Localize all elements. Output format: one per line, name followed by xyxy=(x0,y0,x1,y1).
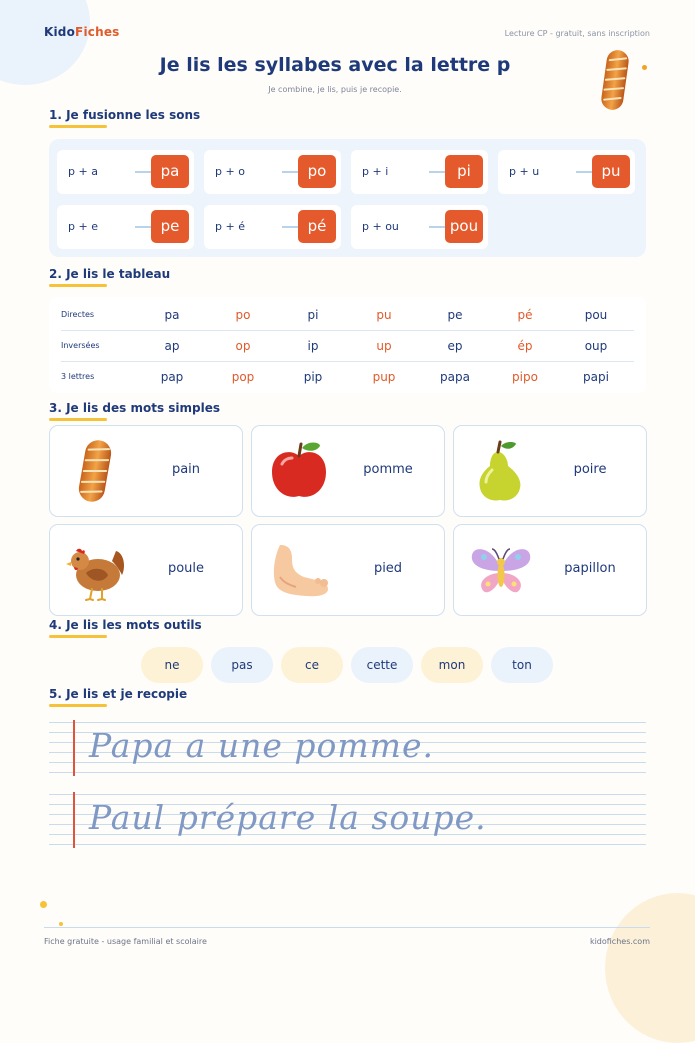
table-cell: pap xyxy=(160,370,184,384)
foot-icon xyxy=(266,537,332,603)
decor-blob-bottom-right xyxy=(605,893,695,1043)
word-card xyxy=(49,524,243,616)
table-cell: pip xyxy=(303,370,323,384)
word-label: poule xyxy=(167,561,205,576)
table-cell: papa xyxy=(440,370,470,384)
word-label: poire xyxy=(573,462,607,477)
fusion-item xyxy=(204,205,341,249)
section-1-title: 1. Je fusionne les sons xyxy=(49,108,201,122)
word-card xyxy=(49,425,243,517)
word-card xyxy=(453,425,647,517)
footer-site-link[interactable]: kidofiches.com xyxy=(589,937,650,946)
copy-model-text: Paul prépare la soupe. xyxy=(89,798,487,837)
logo-text-part1: Kido xyxy=(44,25,76,39)
section-3-title: 3. Je lis des mots simples xyxy=(49,401,221,415)
section-2-title: 2. Je lis le tableau xyxy=(49,267,171,281)
table-cell: up xyxy=(376,339,392,353)
tool-word-pill: mon xyxy=(421,647,483,683)
table-row-label: Inversées xyxy=(61,341,100,350)
hen-icon xyxy=(64,537,130,603)
pear-icon xyxy=(468,438,534,504)
fusion-item xyxy=(57,150,194,194)
fusion-formula: p + u xyxy=(509,165,540,178)
copy-model-text: Papa a une pomme. xyxy=(89,726,434,765)
tool-word-pill: pas xyxy=(211,647,273,683)
copy-line xyxy=(49,722,646,788)
section-5-underline xyxy=(49,704,107,707)
table-cell: pipo xyxy=(512,370,538,384)
word-card xyxy=(251,524,445,616)
table-cell: papi xyxy=(583,370,609,384)
decor-dot xyxy=(40,901,47,908)
table-cell: pa xyxy=(164,308,180,322)
word-label: pain xyxy=(171,462,201,477)
fusion-item xyxy=(204,150,341,194)
fusion-formula: p + e xyxy=(68,220,98,233)
copy-line xyxy=(49,794,646,860)
syllable-table xyxy=(49,297,646,393)
section-4-underline xyxy=(49,635,107,638)
table-cell: ip xyxy=(307,339,319,353)
fusion-syllable: pe xyxy=(151,210,189,243)
fusion-syllable: po xyxy=(298,155,336,188)
page-subtitle: Je combine, je lis, puis je recopie. xyxy=(268,85,402,94)
fusion-item xyxy=(351,205,488,249)
logo-text-part2: Fiches xyxy=(75,25,120,39)
table-cell: pop xyxy=(231,370,255,384)
table-row xyxy=(61,361,634,392)
table-cell: op xyxy=(235,339,251,353)
fusion-item xyxy=(57,205,194,249)
word-label: pied xyxy=(373,561,403,576)
fusion-item xyxy=(498,150,635,194)
fusion-formula: p + o xyxy=(215,165,245,178)
tool-word-pill: cette xyxy=(351,647,413,683)
table-cell: ép xyxy=(517,339,533,353)
table-cell: oup xyxy=(584,339,608,353)
tool-word-pill: ce xyxy=(281,647,343,683)
section-1-underline xyxy=(49,125,107,128)
fusion-syllable: pou xyxy=(445,210,483,243)
fusion-item xyxy=(351,150,488,194)
apple-icon xyxy=(266,438,332,504)
table-row xyxy=(61,299,634,331)
table-cell: ap xyxy=(164,339,180,353)
bread-icon xyxy=(590,47,645,113)
word-card xyxy=(453,524,647,616)
table-cell: pou xyxy=(584,308,608,322)
section-2-underline xyxy=(49,284,107,287)
margin-line xyxy=(73,720,75,776)
fusion-formula: p + ou xyxy=(362,220,399,233)
fusion-syllable: pa xyxy=(151,155,189,188)
table-cell: pe xyxy=(447,308,463,322)
fusion-formula: p + é xyxy=(215,220,245,233)
fusion-syllable: pi xyxy=(445,155,483,188)
table-cell: po xyxy=(235,308,251,322)
bread-icon xyxy=(64,438,130,504)
table-row xyxy=(61,330,634,362)
tool-word-pill: ne xyxy=(141,647,203,683)
section-3-underline xyxy=(49,418,107,421)
fusion-formula: p + a xyxy=(68,165,98,178)
footer-note: Fiche gratuite - usage familial et scolaire xyxy=(44,937,207,946)
fusion-syllable: pu xyxy=(592,155,630,188)
word-label: pomme xyxy=(363,462,413,477)
table-cell: pu xyxy=(376,308,392,322)
table-cell: pé xyxy=(517,308,533,322)
page-title: Je lis les syllabes avec la lettre p xyxy=(159,54,511,76)
table-row-label: 3 lettres xyxy=(61,372,95,381)
table-row-label: Directes xyxy=(61,310,95,319)
fusion-formula: p + i xyxy=(362,165,389,178)
footer-divider xyxy=(44,927,650,928)
word-card xyxy=(251,425,445,517)
table-cell: pi xyxy=(307,308,319,322)
decor-dot xyxy=(59,922,63,926)
word-label: papillon xyxy=(564,561,616,576)
tool-word-pill: ton xyxy=(491,647,553,683)
decor-dot-orange xyxy=(642,65,647,70)
header-tagline: Lecture CP - gratuit, sans inscription xyxy=(504,29,650,38)
section-4-title: 4. Je lis les mots outils xyxy=(49,618,202,632)
margin-line xyxy=(73,792,75,848)
site-logo[interactable] xyxy=(44,25,120,39)
table-cell: pup xyxy=(372,370,396,384)
fusion-syllable: pé xyxy=(298,210,336,243)
butterfly-icon xyxy=(468,537,534,603)
table-cell: ep xyxy=(447,339,463,353)
section-5-title: 5. Je lis et je recopie xyxy=(49,687,188,701)
